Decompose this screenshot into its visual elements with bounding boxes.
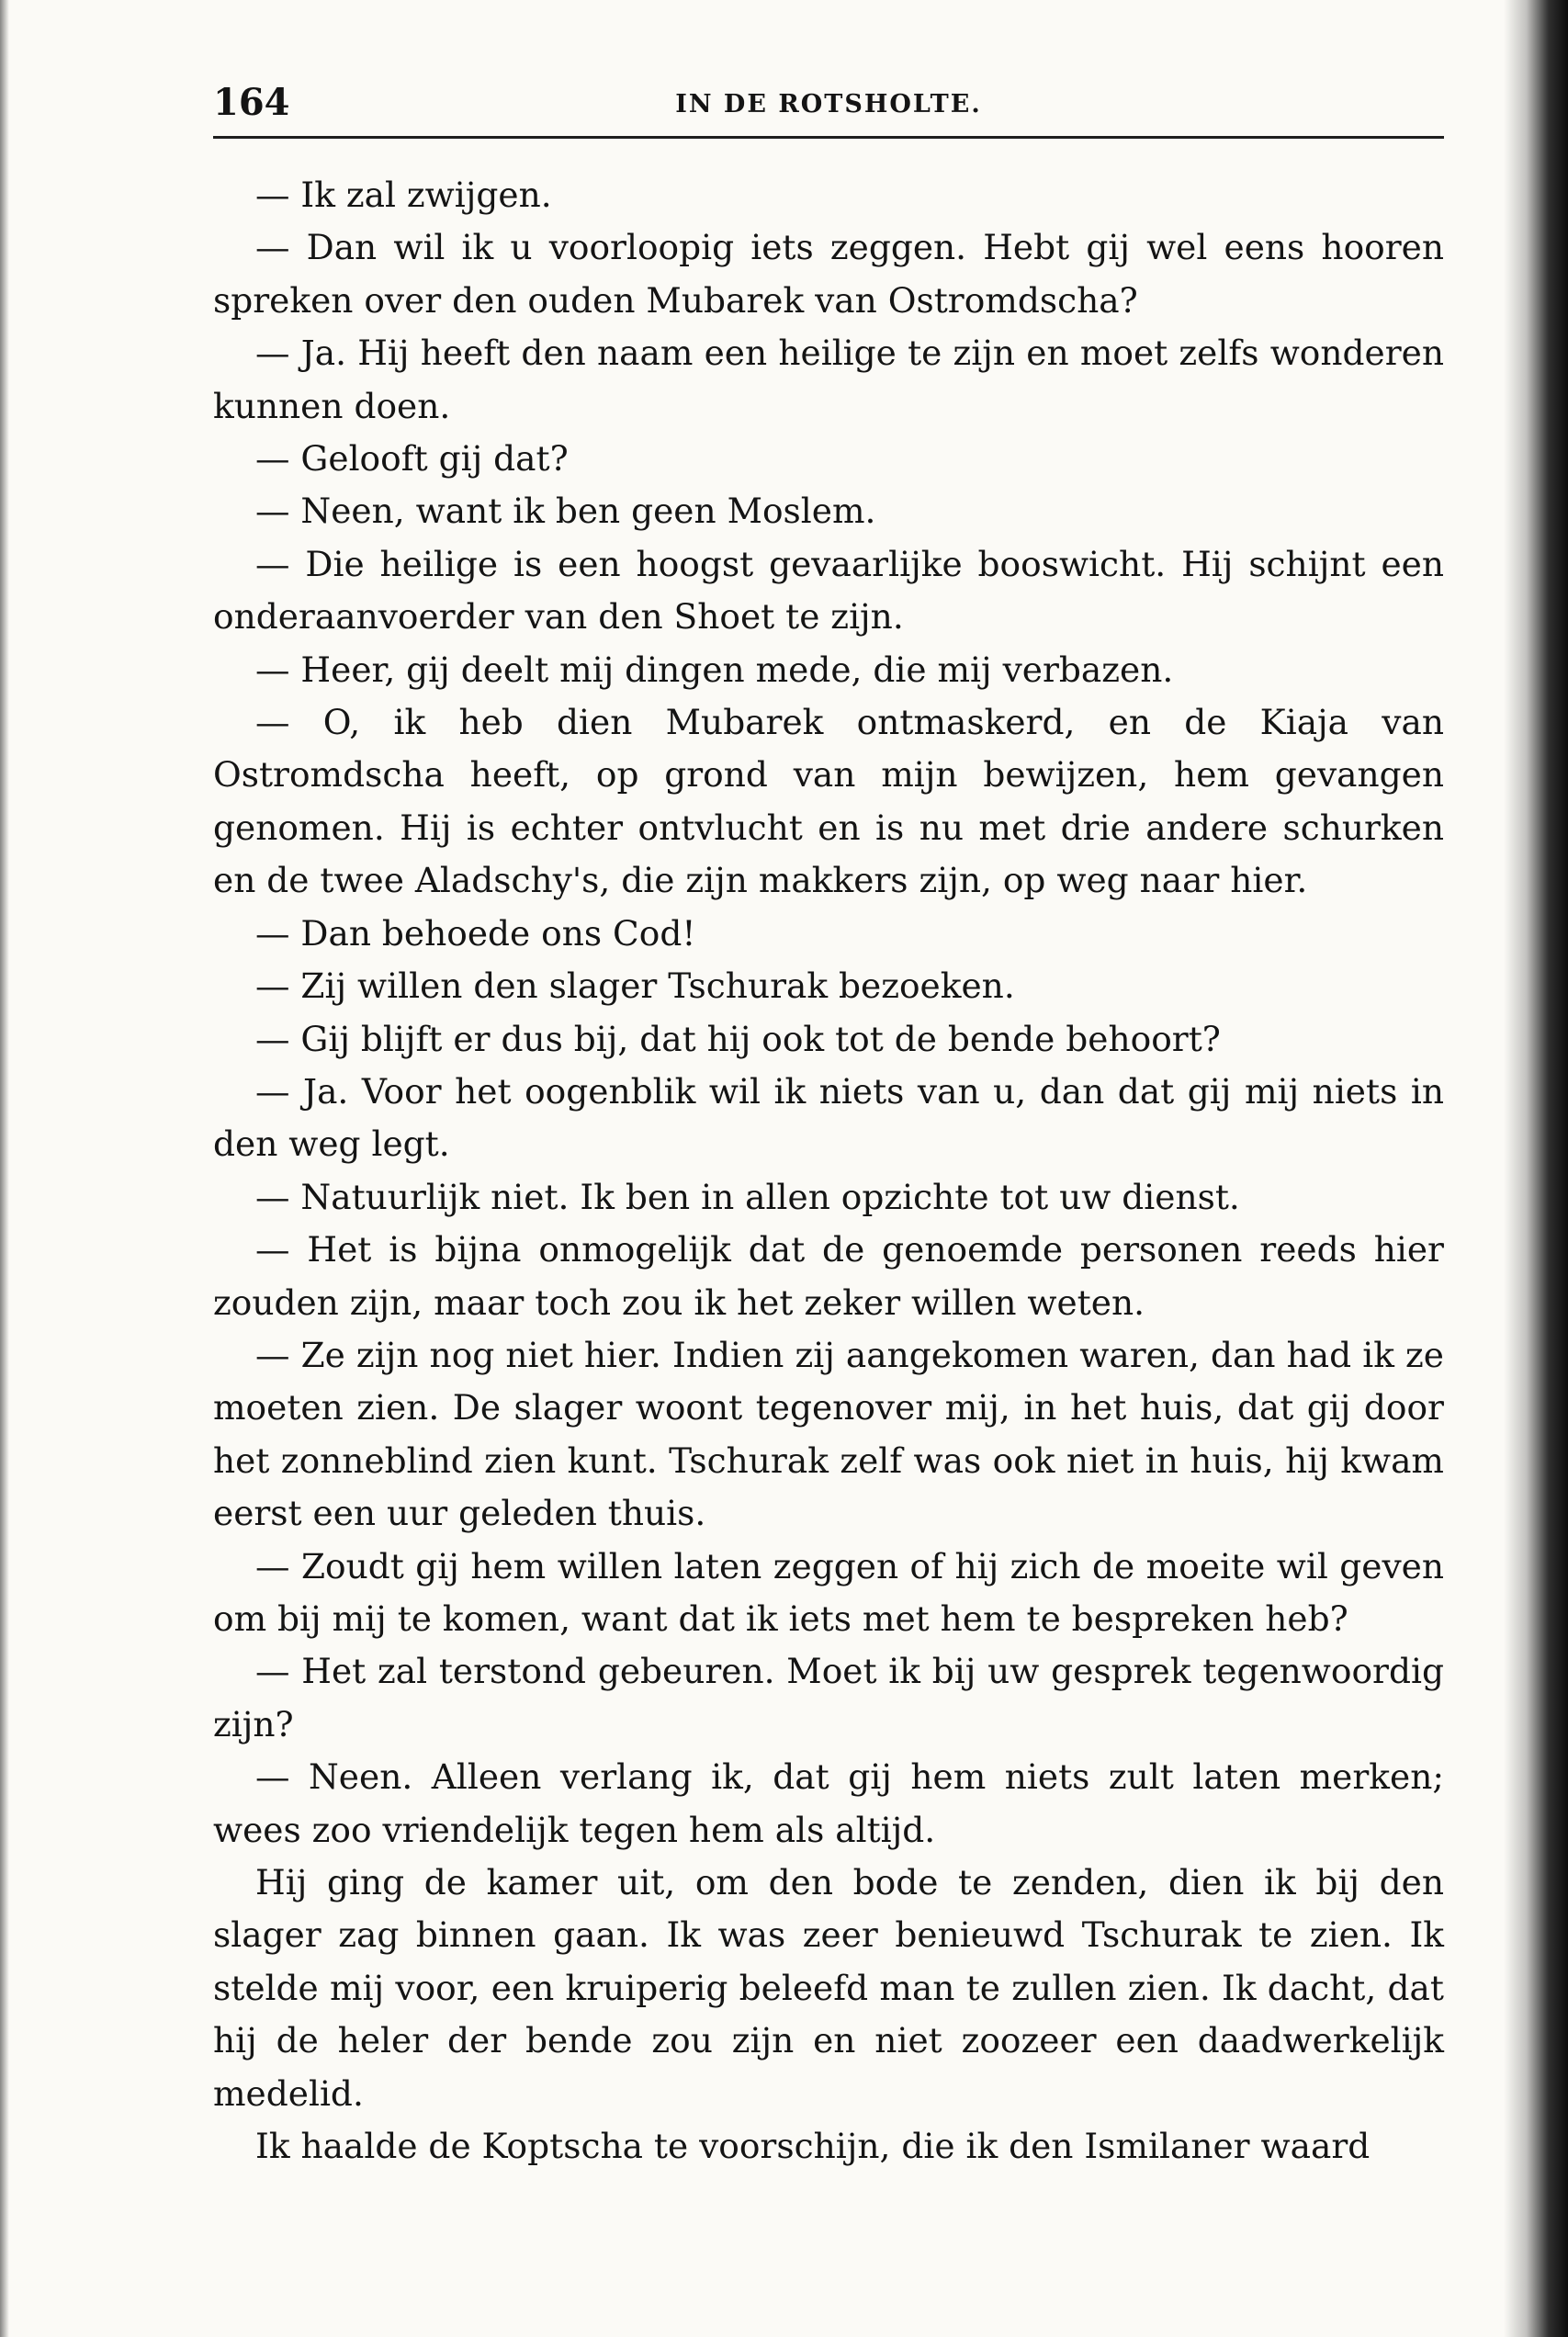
paragraph: — Gij blijft er dus bij, dat hij ook tot de bende behoort?: [255, 1018, 1221, 1059]
paragraph: — Die heilige is een hoogst gevaarlijke booswicht. Hij schijnt een onderaanvoerder van den Shoet te zijn.: [213, 543, 1444, 638]
paragraph: — Ja. Hij heeft den naam een heilige te zijn en moet zelfs wonderen kunnen doen.: [213, 333, 1444, 426]
paragraph: — Het is bijna onmogelijk dat de genoemde personen reeds hier zouden zijn, maar toch zou ik het zeker willen weten.: [213, 1229, 1444, 1323]
paragraph: — Het zal terstond gebeuren. Moet ik bij uw gesprek tegenwoordig zijn?: [213, 1651, 1444, 1744]
paragraph: — Zij willen den slager Tschurak bezoeken.: [255, 965, 1015, 1007]
page-edge-shadow-right: [1504, 0, 1568, 2337]
paragraph: — Dan behoede ons Cod!: [255, 912, 696, 954]
body-text: [213, 169, 1444, 2173]
paragraph: Ik haalde de Koptscha te voorschijn, die ik den Ismilaner waard: [255, 2126, 1371, 2167]
page-number: 164: [213, 81, 290, 124]
header-rule: [213, 136, 1444, 139]
paragraph: — Heer, gij deelt mij dingen mede, die mij verbazen.: [255, 649, 1174, 690]
paragraph: — Natuurlijk niet. Ik ben in allen opzichte tot uw dienst.: [255, 1176, 1240, 1217]
paragraph: Hij ging de kamer uit, om den bode te zenden, dien ik bij den slager zag binnen gaan. Ik was zeer benieuwd Tschurak te zien. Ik stelde mij voor, een kruiperig beleefd man te zullen zien. Ik dacht, dat hij de heler der bende zou zijn en niet zoozeer een daadwerkelijk medelid.: [213, 1862, 1444, 2114]
paragraph: — Neen, want ik ben geen Moslem.: [255, 491, 876, 532]
paragraph: — Zoudt gij hem willen laten zeggen of hij zich de moeite wil geven om bij mij te komen, want dat ik iets met hem te bespreken heb?: [213, 1545, 1444, 1639]
page-header: [213, 81, 1444, 136]
paragraph: — O, ik heb dien Mubarek ontmaskerd, en de Kiaja van Ostromdscha heeft, op grond van mijn bewijzen, hem gevangen genomen. Hij is echter ontvlucht en is nu met drie andere schurken en de twee Aladschy's, die zijn makkers zijn, op weg naar hier.: [213, 702, 1444, 901]
paragraph: — Ja. Voor het oogenblik wil ik niets van u, dan dat gij mij niets in den weg legt.: [213, 1070, 1444, 1165]
paragraph: — Ze zijn nog niet hier. Indien zij aangekomen waren, dan had ik ze moeten zien. De slager woont tegenover mij, in het huis, dat gij door het zonneblind zien kunt. Tschurak zelf was ook niet in huis, hij kwam eerst een uur geleden thuis.: [213, 1334, 1444, 1534]
running-title: IN DE ROTSHOLTE.: [675, 90, 982, 119]
paragraph: — Dan wil ik u voorloopig iets zeggen. Hebt gij wel eens hooren spreken over den ouden Mubarek van Ostromdscha?: [213, 227, 1444, 321]
paragraph: — Neen. Alleen verlang ik, dat gij hem niets zult laten merken; wees zoo vriendelijk tegen hem als altijd.: [213, 1756, 1444, 1850]
paragraph: — Ik zal zwijgen.: [255, 175, 552, 215]
page-edge-shadow-left: [0, 0, 9, 2337]
paragraph: — Gelooft gij dat?: [255, 438, 569, 480]
